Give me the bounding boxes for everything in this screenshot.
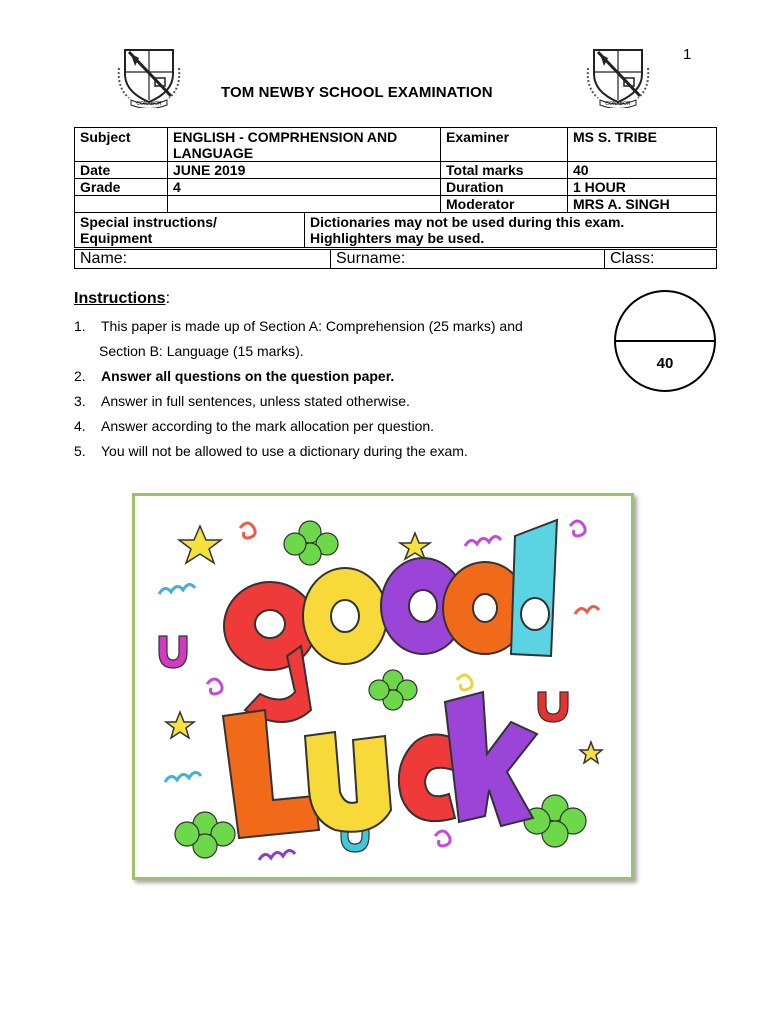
exam-title: TOM NEWBY SCHOOL EXAMINATION: [221, 84, 493, 101]
date-row: [75, 162, 717, 179]
moderator-row: [75, 196, 717, 213]
moderator-value: MRS A. SINGH: [568, 196, 717, 213]
item-number: 5.: [74, 443, 86, 459]
crest-banner-text: CONABOR: [605, 101, 631, 107]
subject-row: [75, 128, 717, 162]
subject-value: [168, 128, 441, 162]
name-field[interactable]: Name:: [75, 250, 331, 269]
subject-value-line1: ENGLISH - COMPRHENSION AND: [173, 129, 398, 145]
swirl-icon: [240, 523, 255, 538]
item-text: Section B: Language (15 marks).: [99, 343, 304, 359]
special-instructions-label: [75, 213, 305, 248]
subject-label: Subject: [75, 128, 168, 162]
special-label-line1: Special instructions/: [80, 214, 217, 230]
empty-cell: [75, 196, 168, 213]
list-item: [74, 418, 594, 443]
instructions-list: [74, 318, 594, 468]
swirl-icon: [457, 675, 472, 690]
clover-icon: [369, 670, 417, 710]
empty-cell: [168, 196, 441, 213]
item-text: You will not be allowed to use a dictionary during the exam.: [101, 443, 468, 459]
school-crest-left: [117, 44, 181, 108]
swirl-icon: [207, 679, 222, 694]
date-value: JUNE 2019: [168, 162, 441, 179]
score-circle[interactable]: [613, 289, 717, 393]
examiner-label: Examiner: [441, 128, 568, 162]
special-instructions-value: [305, 213, 717, 248]
examiner-value: MS S. TRIBE: [568, 128, 717, 162]
item-number: 3.: [74, 393, 86, 409]
item-number: 4.: [74, 418, 86, 434]
special-label-line2: Equipment: [80, 230, 153, 246]
item-text: Answer in full sentences, unless stated otherwise.: [101, 393, 410, 409]
list-item-continuation: [74, 343, 594, 368]
swirl-icon: [570, 521, 585, 536]
instructions-heading-colon: :: [165, 290, 171, 307]
instructions-heading-text: Instructions: [74, 290, 166, 307]
good-luck-illustration: [132, 493, 634, 880]
list-item: [74, 443, 594, 468]
swirl-icon: [259, 850, 295, 860]
star-icon: [400, 533, 430, 559]
horseshoe-icon: [159, 636, 187, 668]
special-value-line1: Dictionaries may not be used during this exam.: [310, 214, 625, 230]
page-number: 1: [683, 46, 692, 63]
item-text: Answer all questions on the question paper.: [101, 368, 395, 384]
grade-row: [75, 179, 717, 196]
star-icon: [166, 712, 194, 738]
moderator-label: Moderator: [441, 196, 568, 213]
total-marks-value: 40: [568, 162, 717, 179]
class-field[interactable]: Class:: [605, 250, 717, 269]
subject-value-line2: LANGUAGE: [173, 145, 254, 161]
list-item: [74, 318, 594, 343]
grade-value: 4: [168, 179, 441, 196]
duration-label: Duration: [441, 179, 568, 196]
clover-icon: [175, 812, 235, 858]
special-value-line2: Highlighters may be used.: [310, 230, 485, 246]
score-total: 40: [656, 355, 674, 372]
grade-label: Grade: [75, 179, 168, 196]
horseshoe-icon: [538, 692, 568, 722]
swirl-icon: [165, 772, 201, 782]
swirl-icon: [435, 831, 450, 846]
student-details-table: [74, 249, 717, 269]
item-text: Answer according to the mark allocation per question.: [101, 418, 435, 434]
exam-info-table: [74, 127, 717, 213]
instructions-heading: [74, 290, 170, 308]
duration-value: 1 HOUR: [568, 179, 717, 196]
special-instructions-table: [74, 212, 717, 248]
clover-icon: [284, 521, 338, 565]
date-label: Date: [75, 162, 168, 179]
list-item: [74, 368, 594, 393]
swirl-icon: [465, 536, 501, 546]
item-number: 1.: [74, 318, 86, 334]
item-text: This paper is made up of Section A: Comprehension (25 marks) and: [101, 318, 523, 334]
surname-field[interactable]: Surname:: [331, 250, 605, 269]
item-number: 2.: [74, 368, 86, 384]
star-icon: [580, 742, 602, 763]
star-icon: [179, 526, 221, 563]
school-crest-right: [586, 44, 650, 108]
crest-banner-text: CONABOR: [136, 101, 162, 107]
total-marks-label: Total marks: [441, 162, 568, 179]
list-item: [74, 393, 594, 418]
swirl-icon: [575, 606, 599, 614]
swirl-icon: [159, 584, 195, 594]
clover-icon: [524, 795, 586, 847]
